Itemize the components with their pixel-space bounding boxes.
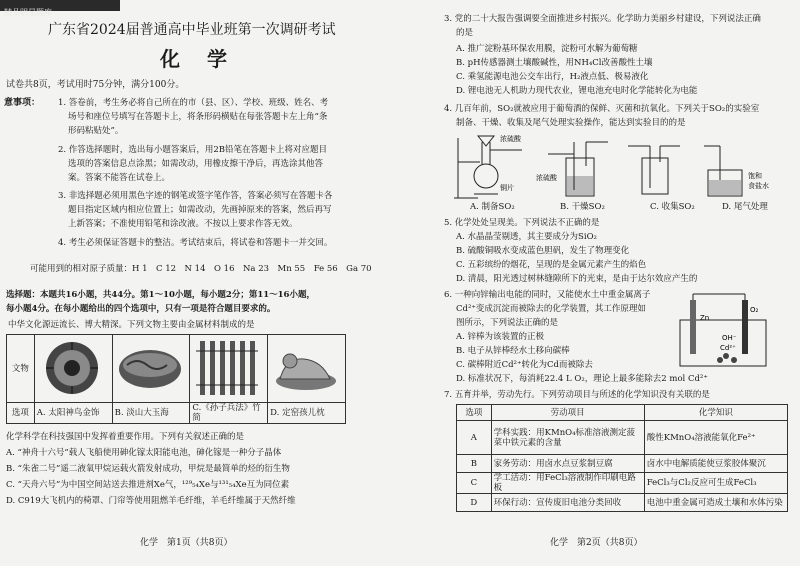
exam-info: 试卷共8页，考试用时75分钟，满分100分。 (6, 80, 185, 90)
q6-option: D. 标准状况下，每消耗22.4 L O₂，理论上最多能除去2 mol Cd²⁺ (456, 374, 708, 384)
table-cell: 家务劳动：用卤水点豆浆制豆腐 (491, 455, 644, 473)
q3-stem-cont: 的是 (456, 28, 474, 38)
apparatus-b (548, 142, 608, 196)
q7-header: 化学知识 (644, 405, 787, 421)
table-cell: D (457, 494, 492, 512)
q7-header: 选项 (457, 405, 492, 421)
artifact-jade-image (115, 337, 185, 397)
q4-option: B. 干燥SO₂ (560, 202, 605, 212)
q5-option: A. 水晶晶莹剔透，其主要成分为SiO₂ (456, 232, 597, 242)
table-cell: A (457, 421, 492, 455)
table-cell: 酸性KMnO₄溶液能氧化Fe²⁺ (644, 421, 787, 455)
table-cell: FeCl₃与Cl₂反应可生成FeCl₃ (644, 473, 787, 494)
q7-table (456, 404, 788, 512)
note-line: 1. 答卷前，考生务必将自己所在的市（县、区）、学校、班级、姓名、考 (58, 98, 329, 108)
section-title-2: 每小题4分。在每小题给出的四个选项中，只有一项是符合题目要求的。 (6, 304, 276, 314)
q3-stem: 3. 党的二十大报告强调要全面推进乡村振兴。化学助力美丽乡村建设，下列说法正确 (444, 14, 761, 24)
q1-table (6, 334, 346, 424)
table-cell: 卤水中电解质能使豆浆胶体聚沉 (644, 455, 787, 473)
q1-stem: 中华文化源远流长、博大精深。下列文物主要由金属材料制成的是 (8, 320, 255, 330)
option-a: A. 太阳神鸟金饰 (34, 403, 112, 424)
q3-option: C. 乘氢能源电池公交车出行，H₂液点低、极易液化 (456, 72, 649, 82)
q4-stem-cont: 制备、干燥、收集及尾气处理实验操作，能达到实验目的的是 (456, 118, 686, 128)
note-line: 2. 作答选择题时，选出每小题答案后，用2B铅笔在答题卡上将对应题目 (58, 145, 327, 155)
note-line: 场号和座位号填写在答题卡上，将条形码横贴在每张答题卡左上角“条 (68, 112, 328, 122)
option-d: D. 定窑孩儿枕 (268, 403, 346, 424)
exam-title: 广东省2024届普通高中毕业班第一次调研考试 (48, 22, 336, 38)
note-line: 上新答案；不准使用铅笔和涂改液。不按以上要求作答无效。 (68, 219, 298, 229)
q2-option: B. “朱雀二号”遥二液氧甲烷运载火箭发射成功，甲烷是最简单的烃的衍生物 (6, 464, 290, 474)
q2-option: A. “神舟十六号”载人飞船使用砷化镓太阳能电池，砷化镓是一种分子晶体 (6, 448, 282, 458)
note-line: 选项的答案信息点涂黑；如需改动，用橡皮擦干净后，再选涂其他答 (68, 159, 324, 169)
q2-option: C. “天舟六号”为中国空间站送去推进剂Xe气，¹²⁹₅₄Xe与¹³¹₅₄Xe互为同位素 (6, 480, 290, 490)
q4-option: D. 尾气处理 (722, 202, 768, 212)
option-c: C.《孙子兵法》竹简 (190, 403, 268, 424)
q4-option: C. 收集SO₂ (650, 202, 695, 212)
artifact-pillow-image (270, 337, 340, 397)
q3-option: D. 锂电池无人机助力现代农业，锂电池充电时化学能转化为电能 (456, 86, 698, 96)
q2-option: D. C919大飞机内的椅罩、门帘等使用阻燃羊毛纤维，羊毛纤维属于天然纤维 (6, 496, 296, 506)
artifact-gold-image (37, 337, 107, 397)
q6-stem-cont: 图所示，下列说法正确的是 (456, 318, 559, 328)
q6-stem-cont: Cd²⁺变成沉淀而被除去的化学装置，其工作原理如 (456, 304, 646, 314)
artifact-bamboo-image (192, 337, 262, 397)
q5-option: C. 五彩缤纷的烟花，呈现的是金属元素产生的焰色 (456, 260, 647, 270)
apparatus-c (628, 146, 680, 194)
apparatus-d (704, 146, 742, 196)
label-cd: Cd²⁺ (720, 344, 736, 352)
atomic-mass-line: 可能用到的相对原子质量：H 1 C 12 N 14 O 16 Na 23 Mn 55 Fe 56 Ga 70 (30, 264, 372, 274)
section-title: 选择题：本题共16小题，共44分。第1～10小题，每小题2分；第11～16小题， (6, 290, 315, 300)
q6-stem: 6. 一种向锌输出电能的同时，又能使水土中重金属离子 (444, 290, 651, 300)
label-oh: OH⁻ (722, 334, 737, 342)
label-salt: 饱和 (748, 172, 762, 180)
q4-apparatus-figure (452, 132, 782, 202)
note-line: 形码粘贴处”。 (68, 126, 124, 136)
table-cell: 学科实践：用KMnO₄标准溶液测定菠菜中铁元素的含量 (491, 421, 644, 455)
label-salt-2: 食盐水 (748, 182, 769, 190)
label-zn: Zn (700, 314, 710, 322)
artifact-jade (112, 335, 190, 403)
label-o2: O₂ (750, 306, 759, 314)
q3-option: B. pH传感器测土壤酸碱性，用NH₄Cl改善酸性土壤 (456, 58, 653, 68)
q1-row-label: 选项 (7, 403, 35, 424)
q6-option: C. 碳棒附近Cd²⁺转化为Cd而被除去 (456, 360, 593, 370)
exam-page-2 (400, 0, 800, 566)
header-tag: 精品明星题库 (0, 0, 120, 11)
q7-header: 劳动项目 (491, 405, 644, 421)
table-cell: 环保行动：宣传废旧电池分类回收 (491, 494, 644, 512)
q4-option: A. 制备SO₂ (470, 202, 515, 212)
note-line: 案。答案不能答在试卷上。 (68, 173, 171, 183)
q6-option: B. 电子从锌棒经水土移向碳棒 (456, 346, 570, 356)
q6-option: A. 锌棒为该装置的正极 (456, 332, 545, 342)
table-cell: 学工活动：用FeCl₃溶液制作印刷电路板 (491, 473, 644, 494)
artifact-pillow (268, 335, 346, 403)
table-cell: 电池中重金属可造成土壤和水体污染 (644, 494, 787, 512)
label-copper: 铜片 (500, 184, 514, 192)
q4-stem: 4. 几百年前，SO₂就被应用于葡萄酒的保鲜、灭菌和抗氧化。下列关于SO₂的实验室 (444, 104, 760, 114)
subject-title: 化 学 (160, 47, 237, 71)
artifact-bamboo (190, 335, 268, 403)
q7-stem: 7. 五育并举，劳动先行。下列劳动项目与所述的化学知识没有关联的是 (444, 390, 710, 400)
option-b: B. 淡山大玉海 (112, 403, 190, 424)
table-cell: B (457, 455, 492, 473)
table-cell: C (457, 473, 492, 494)
q5-option: B. 硫酸铜吸水变成蓝色胆矾，发生了物理变化 (456, 246, 630, 256)
q3-option: A. 推广淀粉基环保农用膜，淀粉可水解为葡萄糖 (456, 44, 638, 54)
artifact-gold (34, 335, 112, 403)
page-footer: 化学 第2页（共8页） (550, 538, 643, 548)
zinc-rod (690, 300, 696, 354)
label-drier: 浓硫酸 (536, 174, 557, 182)
note-line: 3. 非选择题必须用黑色字迹的钢笔或签字笔作答，答案必须写在答题卡各 (58, 191, 333, 201)
q1-row-label: 文物 (7, 335, 35, 403)
notes-label: 意事项： (4, 98, 41, 108)
carbon-rod (742, 300, 748, 354)
note-line: 题目指定区域内相应位置上；如需改动，先画掉原来的答案，然后再写 (68, 205, 332, 215)
q6-cell-figure (676, 290, 772, 370)
q5-option: D. 清晨，阳光透过树林缝隙所下的光束，是由于达尔效应产生的 (456, 274, 698, 284)
page-footer: 化学 第1页（共8页） (140, 538, 233, 548)
note-line: 4. 考生必须保证答题卡的整洁。考试结束后，将试卷和答题卡一并交回。 (58, 238, 333, 248)
q5-stem: 5. 化学处处呈现美。下列说法不正确的是 (444, 218, 600, 228)
label-acid: 浓硫酸 (500, 135, 521, 143)
q2-stem: 化学科学在科技强国中发挥着重要作用。下列有关叙述正确的是 (6, 432, 245, 442)
